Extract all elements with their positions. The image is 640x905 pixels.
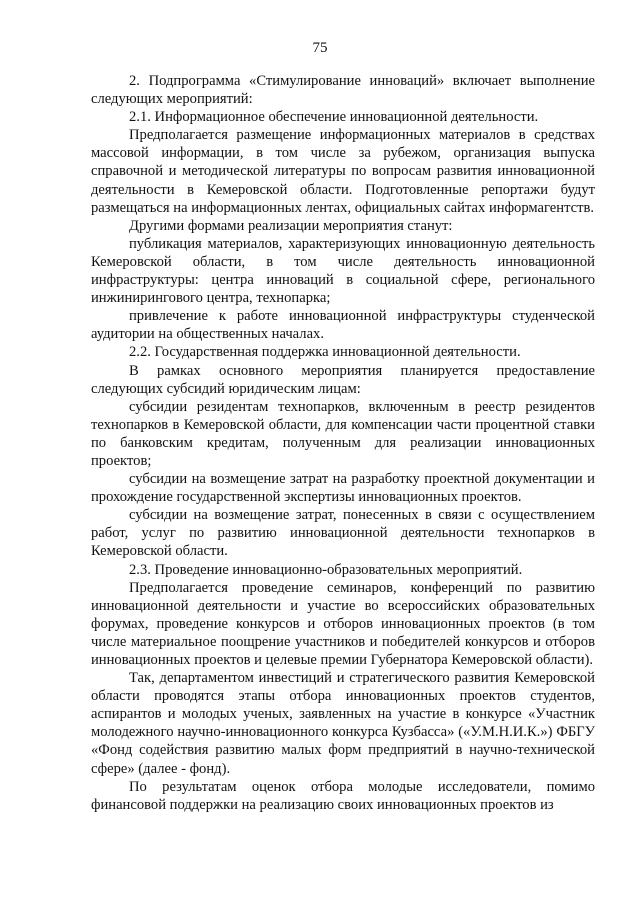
paragraph-student-audience: привлечение к работе инновационной инфраструктуры студенческой аудитории на общественных началах. <box>91 308 595 343</box>
paragraph-subsidy-residents: субсидии резидентам технопарков, включенным в реестр резидентов технопарков в Кемеровской области, для компенсации части процентной ставки по банковским кредитам, полученным для реализации инновационных проектов; <box>91 398 595 469</box>
paragraph-subprogram-intro: 2. Подпрограмма «Стимулирование инноваций» включает выполнение следующих мероприятий: <box>91 73 595 108</box>
paragraph-publication: публикация материалов, характеризующих инновационную деятельность Кемеровской области, в том числе деятельность инновационной инфраструктуры: центра инноваций в социальной сфере, регионального инжинирингового центра, технопарка; <box>91 235 595 307</box>
paragraph-results: По результатам оценок отбора молодые исследователи, помимо финансовой поддержки на реализацию своих инновационных проектов из <box>91 778 595 813</box>
paragraph-umnik: Так, департаментом инвестиций и стратегического развития Кемеровской области проводятся этапы отбора инновационных проектов студентов, аспирантов и молодых ученых, заявленных на участие в конкурсе «Участник молодежного научно-инновационного конкурса Кузбасса» («У.М.Н.И.К.») ФБГУ «Фонд содействия развитию малых форм предприятий в научно-технической сфере» (далее - фонд). <box>91 670 595 777</box>
paragraph-section-2-2: 2.2. Государственная поддержка инновационной деятельности. <box>129 344 521 361</box>
paragraph-subsidy-documentation: субсидии на возмещение затрат на разработку проектной документации и прохождение государственной экспертизы инновационных проектов. <box>91 471 595 506</box>
paragraph-subsidy-works: субсидии на возмещение затрат, понесенных в связи с осуществлением работ, услуг по развитию инновационной деятельности технопарков в Кемеровской области. <box>91 507 595 560</box>
document-body <box>91 72 595 814</box>
paragraph-section-2-1: 2.1. Информационное обеспечение инновационной деятельности. <box>129 109 539 126</box>
paragraph-other-forms: Другими формами реализации мероприятия станут: <box>129 217 453 234</box>
page-number: 75 <box>312 40 328 56</box>
paragraph-subsidies-intro: В рамках основного мероприятия планируется предоставление следующих субсидий юридическим лицам: <box>91 362 595 397</box>
paragraph-section-2-3: 2.3. Проведение инновационно-образовательных мероприятий. <box>129 561 523 578</box>
paragraph-seminars: Предполагается проведение семинаров, конференций по развитию инновационной деятельности и участие во всероссийских образовательных форумах, проведение конкурсов и отборов инновационных проектов (в том числе материальное поощрение участников и победителей конкурсов и отборов инновационных проектов и целевые премии Губернатора Кемеровской области). <box>91 579 595 668</box>
paragraph-info-placement: Предполагается размещение информационных материалов в средствах массовой информации, в том числе за рубежом, организация выпуска справочной и методической литературы по вопросам развития инновационной деятельности в Кемеровской области. Подготовленные репортажи будут размещаться на информационных лентах, официальных сайтах информагентств. <box>91 127 595 216</box>
